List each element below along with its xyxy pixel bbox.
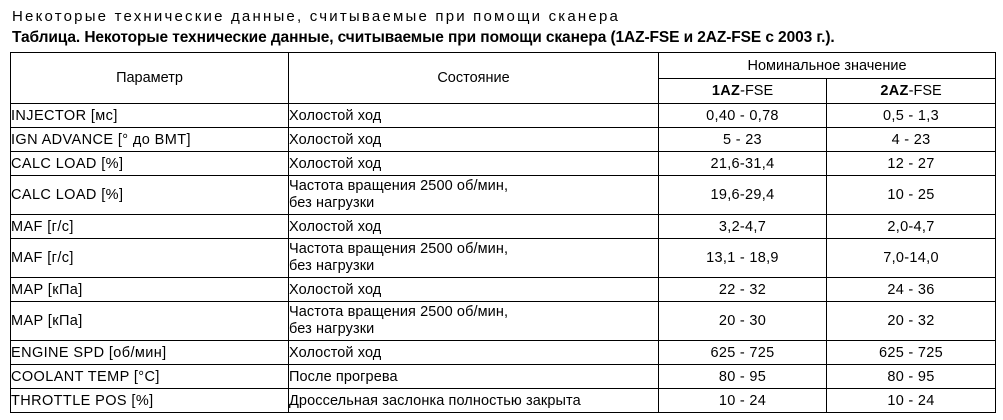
subheader-1az-rest: -FSE [740, 83, 774, 99]
cell-value-2az: 2,0-4,7 [827, 215, 996, 239]
cell-parameter: MAP [кПа] [11, 278, 289, 302]
cell-state-lines [289, 241, 658, 274]
cell-parameter: THROTTLE POS [%] [11, 389, 289, 413]
cell-parameter: INJECTOR [мс] [11, 104, 289, 128]
cell-state [289, 239, 659, 278]
table-row [11, 278, 996, 302]
cell-value-2az: 7,0-14,0 [827, 239, 996, 278]
table-row [11, 128, 996, 152]
column-subheader-2az [827, 79, 996, 104]
table-body [11, 104, 996, 413]
cell-state: Холостой ход [289, 215, 659, 239]
cell-parameter: MAP [кПа] [11, 302, 289, 341]
table-row [11, 302, 996, 341]
cell-state-lines [289, 304, 658, 337]
cell-state-line-1: Частота вращения 2500 об/мин, [289, 304, 509, 321]
table-row [11, 152, 996, 176]
cell-value-2az: 20 - 32 [827, 302, 996, 341]
cell-value-1az: 0,40 - 0,78 [659, 104, 827, 128]
column-header-state: Состояние [289, 53, 659, 104]
cell-state-line-2: без нагрузки [289, 195, 375, 211]
cell-value-2az: 0,5 - 1,3 [827, 104, 996, 128]
cell-value-2az: 4 - 23 [827, 128, 996, 152]
cell-value-2az: 24 - 36 [827, 278, 996, 302]
table-row [11, 389, 996, 413]
table-header [11, 53, 996, 104]
cell-state-line-1: Частота вращения 2500 об/мин, [289, 241, 509, 258]
cell-parameter: IGN ADVANCE [° до ВМТ] [11, 128, 289, 152]
table-header-row [11, 53, 996, 79]
cell-value-1az: 10 - 24 [659, 389, 827, 413]
table-row [11, 239, 996, 278]
cell-value-2az: 10 - 24 [827, 389, 996, 413]
cell-parameter: MAF [г/с] [11, 215, 289, 239]
cell-state: Дроссельная заслонка полностью закрыта [289, 389, 659, 413]
cell-value-1az: 3,2-4,7 [659, 215, 827, 239]
table-row [11, 365, 996, 389]
cell-value-1az: 21,6-31,4 [659, 152, 827, 176]
cell-parameter: COOLANT TEMP [°C] [11, 365, 289, 389]
table-row [11, 341, 996, 365]
cell-parameter: ENGINE SPD [об/мин] [11, 341, 289, 365]
subheader-2az-bold: 2AZ [880, 83, 909, 99]
cell-parameter: MAF [г/с] [11, 239, 289, 278]
cell-state: Холостой ход [289, 278, 659, 302]
cell-value-2az: 625 - 725 [827, 341, 996, 365]
cell-parameter: CALC LOAD [%] [11, 152, 289, 176]
cell-state: Холостой ход [289, 152, 659, 176]
cell-state-lines [289, 178, 658, 211]
column-header-parameter: Параметр [11, 53, 289, 104]
subheader-2az-rest: -FSE [908, 83, 942, 99]
cell-state: Холостой ход [289, 341, 659, 365]
cell-state-line-2: без нагрузки [289, 258, 375, 274]
cell-value-1az: 13,1 - 18,9 [659, 239, 827, 278]
page-header-text: Некоторые технические данные, считываемые при помощи сканера [12, 8, 621, 25]
column-subheader-1az [659, 79, 827, 104]
cell-state [289, 176, 659, 215]
cell-value-2az: 10 - 25 [827, 176, 996, 215]
table-row [11, 104, 996, 128]
cell-state [289, 302, 659, 341]
cell-value-2az: 12 - 27 [827, 152, 996, 176]
table-row [11, 215, 996, 239]
cell-state: Холостой ход [289, 104, 659, 128]
cell-state-line-1: Частота вращения 2500 об/мин, [289, 178, 509, 195]
cell-state: После прогрева [289, 365, 659, 389]
cell-value-1az: 80 - 95 [659, 365, 827, 389]
cell-state-line-2: без нагрузки [289, 321, 375, 337]
cell-value-1az: 22 - 32 [659, 278, 827, 302]
technical-data-table [10, 52, 996, 413]
cell-value-1az: 5 - 23 [659, 128, 827, 152]
cell-value-1az: 19,6-29,4 [659, 176, 827, 215]
table-caption: Таблица. Некоторые технические данные, считываемые при помощи сканера (1AZ-FSE и 2AZ-FSE с 2003 г.). [12, 29, 835, 46]
cell-value-2az: 80 - 95 [827, 365, 996, 389]
cell-value-1az: 625 - 725 [659, 341, 827, 365]
subheader-1az-bold: 1AZ [711, 83, 741, 99]
cell-state: Холостой ход [289, 128, 659, 152]
cell-value-1az: 20 - 30 [659, 302, 827, 341]
cell-parameter: CALC LOAD [%] [11, 176, 289, 215]
table-row [11, 176, 996, 215]
column-header-nominal: Номинальное значение [659, 53, 996, 79]
